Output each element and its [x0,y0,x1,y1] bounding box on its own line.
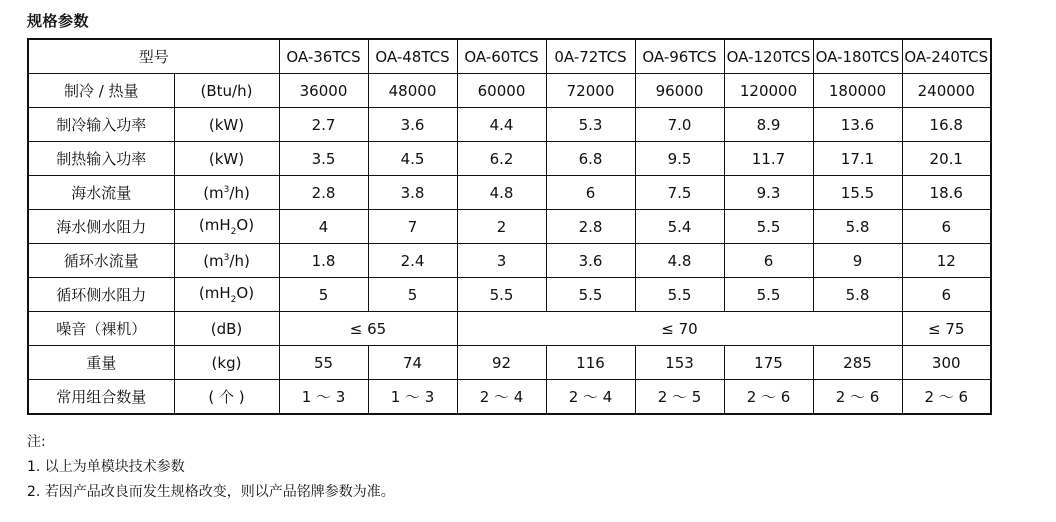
value-cell: 5.5 [546,278,635,312]
value-cell: 11.7 [724,142,813,176]
model-cell: OA-48TCS [368,39,457,74]
value-cell: 5.4 [635,210,724,244]
value-cell: 5.8 [813,278,902,312]
spec-table [27,38,992,415]
row-unit: (kg) [174,346,279,380]
value-cell: 5.5 [457,278,546,312]
model-cell: OA-36TCS [279,39,368,74]
value-cell: 5 [368,278,457,312]
row-label: 海水流量 [28,176,174,210]
value-cell: 6 [902,210,991,244]
row-label: 循环侧水阻力 [28,278,174,312]
header-row [28,39,991,74]
note-item: 2. 若因产品改良而发生规格改变，则以产品铭牌参数为准。 [27,484,395,500]
notes-heading: 注: [27,434,46,450]
value-cell: 2 ～ 5 [635,380,724,415]
value-cell: 6 [724,244,813,278]
page-title: 规格参数 [27,12,90,30]
value-cell: 1 ～ 3 [279,380,368,415]
notes-section [27,430,395,505]
value-cell: 2 [457,210,546,244]
value-cell: 7 [368,210,457,244]
row-unit: (dB) [174,312,279,346]
row-label: 海水侧水阻力 [28,210,174,244]
row-unit: (kW) [174,108,279,142]
value-cell: 36000 [279,74,368,108]
table-row [28,278,991,312]
value-cell: 2.7 [279,108,368,142]
value-cell: 2 ～ 6 [902,380,991,415]
row-label: 制热输入功率 [28,142,174,176]
row-unit: ( 个 ) [174,380,279,415]
value-cell: 18.6 [902,176,991,210]
row-label: 制冷输入功率 [28,108,174,142]
value-cell: 5.5 [724,210,813,244]
value-cell: 5.5 [724,278,813,312]
value-cell: ≤ 65 [279,312,457,346]
value-cell: 180000 [813,74,902,108]
value-cell: 74 [368,346,457,380]
value-cell: 4.8 [457,176,546,210]
row-label: 重量 [28,346,174,380]
value-cell: 7.5 [635,176,724,210]
value-cell: 7.0 [635,108,724,142]
value-cell: 3.8 [368,176,457,210]
value-cell: 116 [546,346,635,380]
value-cell: 1.8 [279,244,368,278]
table-row [28,244,991,278]
value-cell: 16.8 [902,108,991,142]
value-cell: 72000 [546,74,635,108]
value-cell: 2 ～ 6 [813,380,902,415]
value-cell: 2 ～ 4 [457,380,546,415]
value-cell: 3.5 [279,142,368,176]
value-cell: 5.8 [813,210,902,244]
value-cell: 8.9 [724,108,813,142]
value-cell: 5 [279,278,368,312]
value-cell: 20.1 [902,142,991,176]
row-label: 制冷 / 热量 [28,74,174,108]
value-cell: 13.6 [813,108,902,142]
model-cell: OA-180TCS [813,39,902,74]
value-cell: 9.5 [635,142,724,176]
model-cell: OA-120TCS [724,39,813,74]
value-cell: 4.4 [457,108,546,142]
table-row [28,142,991,176]
value-cell: 2 ～ 6 [724,380,813,415]
value-cell: 4 [279,210,368,244]
value-cell: 120000 [724,74,813,108]
value-cell: 3 [457,244,546,278]
row-unit: $(m^3/h)$ [174,244,279,278]
value-cell: ≤ 75 [902,312,991,346]
table-row [28,108,991,142]
table-row [28,346,991,380]
note-item: 1. 以上为单模块技术参数 [27,459,185,475]
table-row [28,74,991,108]
model-cell: OA-240TCS [902,39,991,74]
row-unit: $(mH_2O)$ [174,278,279,312]
row-unit: (Btu/h) [174,74,279,108]
value-cell: 3.6 [546,244,635,278]
value-cell: ≤ 70 [457,312,902,346]
value-cell: 4.5 [368,142,457,176]
row-unit: $(m^3/h)$ [174,176,279,210]
value-cell: 15.5 [813,176,902,210]
value-cell: 60000 [457,74,546,108]
row-label: 噪音（裸机） [28,312,174,346]
model-cell: OA-60TCS [457,39,546,74]
table-row [28,312,991,346]
value-cell: 6 [902,278,991,312]
value-cell: 153 [635,346,724,380]
table-row [28,210,991,244]
model-cell: OA-96TCS [635,39,724,74]
value-cell: 240000 [902,74,991,108]
row-unit: (kW) [174,142,279,176]
value-cell: 3.6 [368,108,457,142]
value-cell: 300 [902,346,991,380]
value-cell: 2.4 [368,244,457,278]
row-unit: $(mH_2O)$ [174,210,279,244]
value-cell: 92 [457,346,546,380]
value-cell: 175 [724,346,813,380]
value-cell: 5.5 [635,278,724,312]
value-cell: 2.8 [546,210,635,244]
value-cell: 4.8 [635,244,724,278]
value-cell: 2.8 [279,176,368,210]
value-cell: 6.8 [546,142,635,176]
value-cell: 5.3 [546,108,635,142]
value-cell: 12 [902,244,991,278]
value-cell: 285 [813,346,902,380]
table-row [28,380,991,415]
model-header: 型号 [28,39,279,74]
value-cell: 6 [546,176,635,210]
value-cell: 1 ～ 3 [368,380,457,415]
value-cell: 96000 [635,74,724,108]
value-cell: 17.1 [813,142,902,176]
value-cell: 9 [813,244,902,278]
row-label: 常用组合数量 [28,380,174,415]
model-cell: 0A-72TCS [546,39,635,74]
value-cell: 6.2 [457,142,546,176]
value-cell: 55 [279,346,368,380]
table-row [28,176,991,210]
value-cell: 48000 [368,74,457,108]
row-label: 循环水流量 [28,244,174,278]
value-cell: 9.3 [724,176,813,210]
value-cell: 2 ～ 4 [546,380,635,415]
